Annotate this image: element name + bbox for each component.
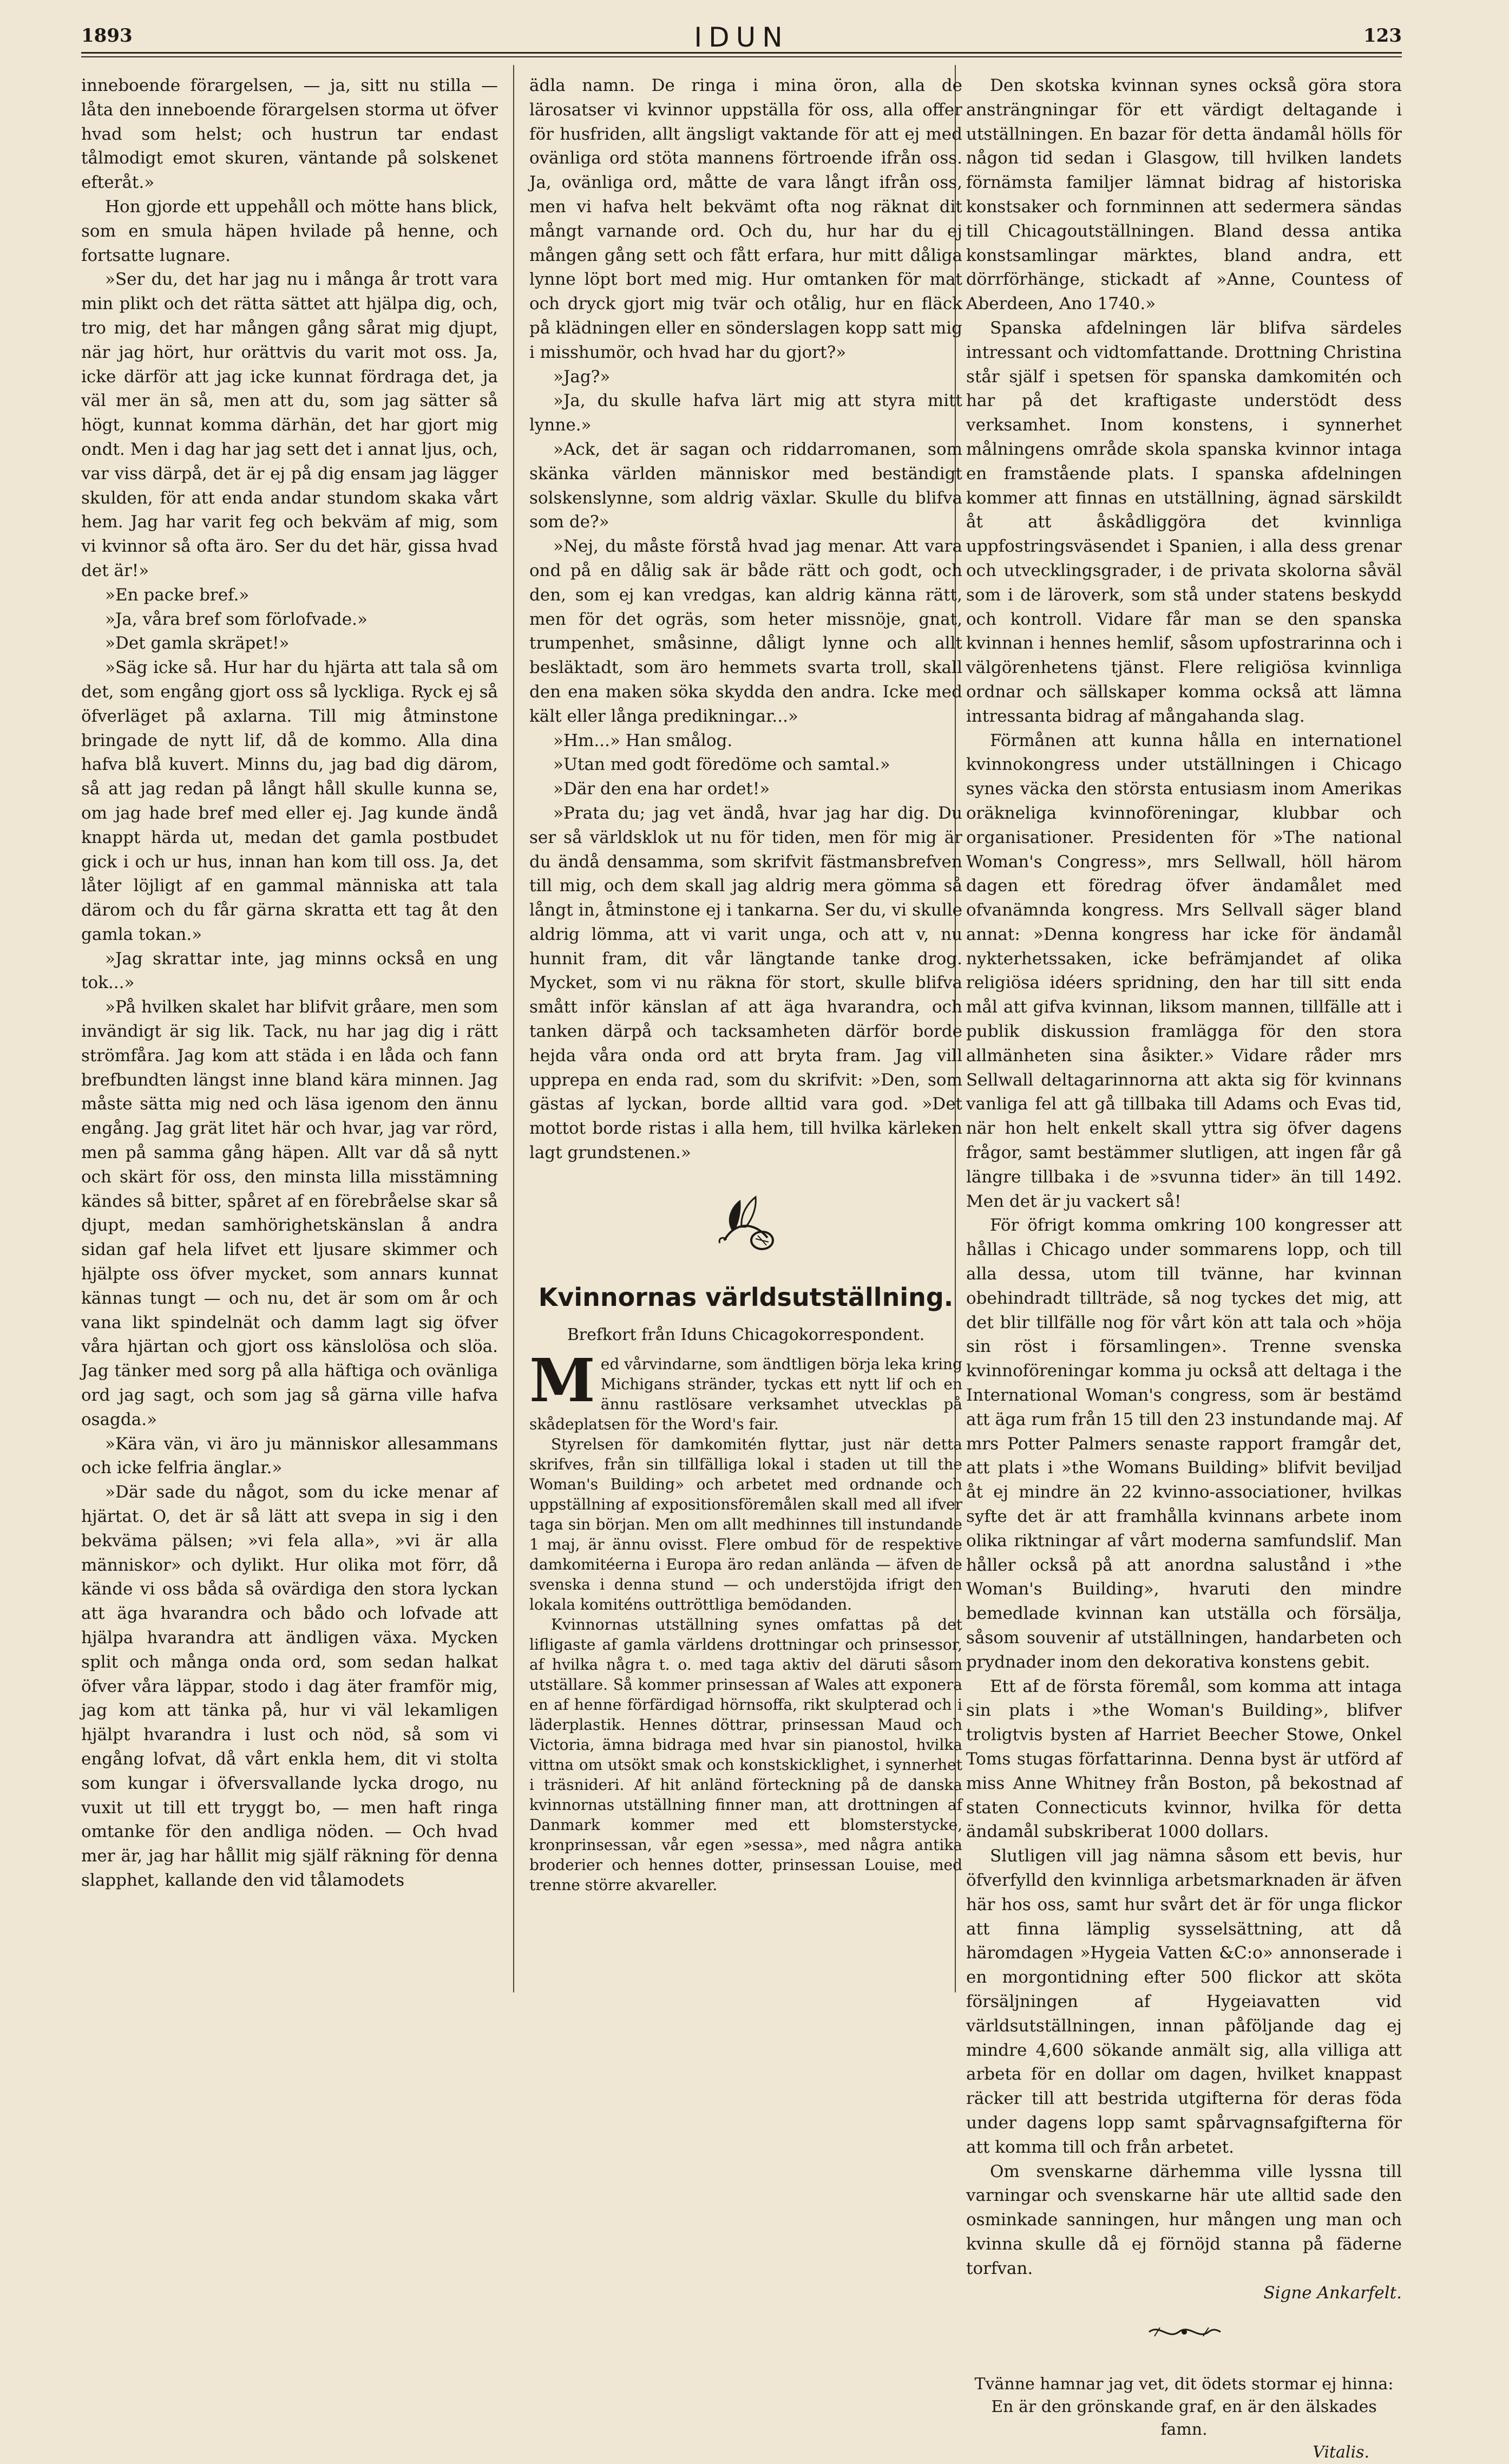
header-rule-thin <box>81 56 1402 57</box>
paragraph: inneboende förargelsen, — ja, sitt nu stilla — låta den inneboende förargelsen storma ut öfver hvad som helst; och hustrun tar endast tålmodigt emot skuren, väntande på solskenet efteråt.» <box>81 76 498 193</box>
paragraph: »Där den ena har ordet!» <box>553 779 770 799</box>
paragraph: »Kära vän, vi äro ju människor allesammans och icke felfria änglar.» <box>81 1434 498 1478</box>
decorative-separator-icon <box>1144 2321 1225 2343</box>
paragraph: ädla namn. De ringa i mina öron, alla de lärosatser vi kvinnor uppställa för oss, alla offer för husfriden, allt ängsligt vaktande för att ej med ovänliga ord stöta mannens förtroende ifrån oss. Ja, ovänliga ord, måtte de vara långt ifrån oss, men vi hafva helt bekvämt ofta nog räknat dit mångt varnande ord. Och du, hur har du ej mången gång sett och fått erfara, hur mitt dåliga lynne löpt bort med mig. Hur omtanken för mat och dryck gjort mig tvär och otålig, hur en fläck på klädningen eller en sönderslagen kopp satt mig i misshumör, och hvad har du gjort?» <box>529 76 962 362</box>
paragraph: »På hvilken skalet har blifvit gråare, men som invändigt är sig lik. Tack, nu har jag dig i rätt strömfåra. Jag kom att städa i en låda och fann brefbundten längst inne bland kära minnen. Jag måste sätta mig ned och läsa igenom den ännu engång. Jag grät litet här och hvar, jag var rörd, men på samma gång häpen. Allt var då så nytt och skärt för oss, den minsta lilla misstämning kändes så bitter, spåret af en förebråelse skar så djupt, medan samhörighetskänslan å andra sidan gaf hela lifvet ett ljusare skimmer och hjälpte oss öfver mycket, som annars kunnat kännas tungt — och nu, det är som om år och vana likt spindelnät och damm lagt sig öfver våra hjärtan och gjort oss känslolösa och slöa. Jag tänker med sorg på alla häftiga och ovänliga ord jag sagt, och som jag så gärna ville hafva osagda.» <box>81 997 498 1429</box>
paragraph: Styrelsen för damkomitén flyttar, just när detta skrifves, från sin tillfälliga lokal i staden ut till the Woman's Building» och arbetet med ordnande och uppställning af expositionsföremålen skall med all ifver taga sin början. Men om allt medhinnes till instundande 1 maj, är ännu ovisst. Flere ombud för de respektive damkomitéerna i Europa äro redan anlända — äfven de svenska i denna stund — och understöjda ifrigt den lokala komiténs outtröttliga bemödanden. <box>529 1435 962 1613</box>
author-signature: Signe Ankarfelt. <box>1263 2283 1402 2303</box>
issue-year: 1893 <box>81 25 133 47</box>
paragraph: Hon gjorde ett uppehåll och mötte hans blick, som en smula häpen hvilade på henne, och fortsatte lugnare. <box>81 197 498 265</box>
paragraph: »Ja, du skulle hafva lärt mig att styra mitt lynne.» <box>529 391 962 435</box>
poem-author: Vitalis. <box>1313 2443 1369 2462</box>
poem <box>966 2373 1402 2464</box>
poem-line: En är den grönskande graf, en är den älskades famn. <box>991 2397 1377 2440</box>
paragraph: Kvinnornas utställning synes omfattas på det lifligaste af gamla världens drottningar och prinsessor, af hvilka några t. o. med taga aktiv del däruti såsom utställare. Så kommer prinsessan af Wales att exponera en af henne förfärdigad hörnsoffa, rikt skulpterad och i läderplastik. Hennes döttrar, prinsessan Maud och Victoria, ämna bidraga med hvar sin pianostol, hvilka vittna om utsökt smak och konstskicklighet, i synnerhet i träsnideri. Af hit anländ förteckning på de danska kvinnornas utställning finner man, att drottningen af Danmark kommer med ett blomsterstycke, kronprinsessan, vår egen »sessa», med några antika broderier och hennes dotter, prinsessan Louise, med trenne större akvareller. <box>529 1615 962 1894</box>
paragraph: Ett af de första föremål, som komma att intaga sin plats i »the Woman's Building», blifver troligtvis bysten af Harriet Beecher Stowe, Onkel Toms stugas författarinna. Denna byst är utförd af miss Anne Whitney från Boston, på bekostnad af staten Connecticuts kvinnor, hvilka för detta ändamål subskriberat 1000 dollars. <box>966 1676 1402 1842</box>
page-number: 123 <box>1363 25 1402 47</box>
paragraph: »Jag skrattar inte, jag minns också en ung tok...» <box>81 949 498 993</box>
paragraph: »Utan med godt föredöme och samtal.» <box>553 755 890 775</box>
paragraph: »Det gamla skräpet!» <box>105 633 290 653</box>
paragraph: »Säg icke så. Hur har du hjärta att tala så om det, som engång gjort oss så lyckliga. Ryck ej så öfverläget på axlarna. Till mig åtminstone bringade de nytt lif, då de kommo. Alla dina hafva blå kuvert. Minns du, jag bad dig därom, så att jag redan på långt håll skulle kunna se, om jag hade bref med eller ej. Jag kunde ändå knappt härda ut, medan det gamla postbudet gick i och ur hus, innan han kom till oss. Ja, det låter löjligt af en gammal människa att tala därom och du får gärna skratta ett tag åt den gamla tokan.» <box>81 658 498 944</box>
paragraph: Spanska afdelningen lär blifva särdeles intressant och vidtomfattande. Drottning Christina står själf i spetsen för spanska damkomitén och har på det kraftigaste understödt dess verksamhet. Inom konstens, i synnerhet målningens område skola spanska kvinnor intaga en framstående plats. I spanska afdelningen kommer att finnas en utställning, ägnad särskildt åt att åskådliggöra det kvinnliga uppfostringsväsendet i Spanien, i alla dess grenar och utvecklingsgrader, i de privata skolorna såväl som i de läroverk, som stå under statens beskydd och kontroll. Vidare får man se den spanska kvinnan i hennes hemlif, såsom upfostrarinna och i välgörenhetens tjänst. Flere religiösa kvinnliga ordnar och sällskaper komma också att lämna intressanta bidrag af mångahanda slag. <box>966 318 1402 726</box>
paragraph: »Ser du, det har jag nu i många år trott vara min plikt och det rätta sättet att hjälpa dig, och, tro mig, det har mången gång sårat mig djupt, när jag hört, hur orättvis du varit mot oss. Ja, icke därför att jag icke kunnat fördraga det, ja väl mer än så, men att du, som jag sätter så högt, kunnat komma därhän, det har gjort mig ondt. Men i dag har jag sett det i annat ljus, och, var viss därpå, det är ej på dig ensam jag lägger skulden, för att enda andar stundom skaka vårt hem. Jag har varit feg och bekväm af mig, som vi kvinnor så ofta äro. Ser du det här, gissa hvad det är!» <box>81 270 498 580</box>
paragraph: För öfrigt komma omkring 100 kongresser att hållas i Chicago under sommarens lopp, och till alla dessa, utom till tvänne, har kvinnan obehindradt tillträde, så nog tyckes det mig, att det blir tillfälle nog för vårt kön att tala och »höja sin röst i församlingen». Trenne svenska kvinnoföreningar komma ju också att deltaga i the International Woman's congress, som är bestämd att äga rum från 15 till den 23 instundande maj. Af mrs Potter Palmers senaste rapport framgår det, att plats i »the Womans Building» blifvit beviljad åt ej mindre än 22 kvinno-associationer, hvilkas syfte det är att framhålla kvinnans arbete inom olika riktningar af vårt moderna samfundslif. Man håller också på att anordna salustånd i »the Woman's Building», hvaruti den mindre bemedlade kvinnan kan utställa och försälja, såsom souvenir af utställningen, handarbeten och prydnader inom den dekorativa konstens gebit. <box>966 1215 1402 1672</box>
paragraph: Slutligen vill jag nämna såsom ett bevis, hur öfverfylld den kvinnliga arbetsmarknaden är äfven här hos oss, samt hur svårt det är för unga flickor att finna lämplig sysselsättning, att då häromdagen »Hygeia Vatten &C:o» annonserade i en morgontidning efter 500 flickor att sköta försäljningen af Hygeiavatten vid världsutställningen, innan påföljande dag ej mindre 4,600 sökande anmält sig, alla villiga att arbeta för en dollar om dagen, hvilket knappast räcker till att bestrida utgifterna för deras föda under dagens lopp samt spårvagnsafgifterna för att komma till och från arbetet. <box>966 1846 1402 2157</box>
paragraph: »Där sade du något, som du icke menar af hjärtat. O, det är så lätt att svepa in sig i den bekväma pälsen; »vi fela alla», »vi är alla människor» och dylikt. Hur olika mot förr, då kände vi oss båda så ovärdiga den stora lyckan att äga hvarandra och bådo och lofvade att hjälpa hvarandra att ändligen växa. Mycken split och många onda ord, som sedan halkat öfver våra läppar, stodo i dag äter framför mig, jag kom att tänka på, hur vi väl lekamligen hjälpt hvarandra i lust och nöd, så som vi engång lofvat, då vårt enkla hem, dit vi stolta som kungar i öfversvallande lycka drogo, nu vuxit ut till ett tryggt bo, — men haft ringa omtanke för den andliga nöden. — Och hvad mer är, jag har hållit mig själf räkning för denna slapphet, kallande den vid tålamodets <box>81 1482 498 1890</box>
paragraph: »Jag?» <box>553 367 611 387</box>
header-rule <box>81 52 1402 54</box>
paragraph: »Prata du; jag vet ändå, hvar jag har dig. Du ser så världsklok ut nu för tiden, men för mig är du ändå densamma, som skrifvit fästmansbrefven till mig, och dem skall jag aldrig mera gömma så långt in, åtminstone ej i tankarna. Ser du, vi skulle aldrig lömma, att vi varit unga, och att v, nu hunnit fram, dit vår längtande tanke drog. Mycket, som vi nu räkna för stort, skulle blifva smått inför känslan af att äga hvarandra, och tanken därpå och tacksamheten därför borde hejda våra onda ord att bryta fram. Jag vill upprepa en enda rad, som du skrifvit: »Den, som gästas af lyckan, borde alltid vara god. »Det mottot borde ristas i alla hem, till hvilka kärleken lagt grundstenen.» <box>529 803 962 1163</box>
poem-line: Tvänne hamnar jag vet, dit ödets stormar ej hinna: <box>974 2375 1394 2394</box>
paragraph: »Hm...» Han smålog. <box>553 730 733 750</box>
paragraph: »Ja, våra bref som förlofvade.» <box>105 609 368 629</box>
article-lead-paragraph: Med vårvindarne, som ändtligen börja leka kring Michigans stränder, tyckas ett nytt lif och en ännu rastlösare verksamhet utvecklas på skådeplatsen för the Word's fair. <box>529 1345 962 1433</box>
article-subtitle: Brefkort från Iduns Chicagokorrespondent. <box>567 1325 925 1344</box>
column-middle <box>529 74 962 1895</box>
paragraph: »En packe bref.» <box>105 585 250 605</box>
paragraph: Förmånen att kunna hålla en internationel kvinnokongress under utställningen i Chicago synes väcka den största entusiasm inom Amerikas oräkneliga kvinnoföreningar, klubbar och organisationer. Presidenten för »The national Woman's Congress», mrs Sellwall, höll härom dagen ett föredrag öfver ändamålet med ofvanämnda kongress. Mrs Sellvall säger bland annat: »Denna kongress har icke för ändamål nykterhetssaken, icke befrämjandet af olika religiösa idéers spridning, den har till sitt enda mål att gifva kvinnan, liksom mannen, tillfälle att i publik diskussion framlägga för den stora allmänheten sina åsikter.» Vidare råder mrs Sellwall deltagarinnorna att akta sig för kvinnans vanliga fel att gå tillbaka till Adams och Evas tid, när hon helt enkelt skall yttra sig öfver dagens frågor, samt bestämmer slutligen, att ingen får gå längre tillbaka i de »svunna tider» än till 1492. Men det är ju vackert så! <box>966 730 1402 1211</box>
paragraph: »Ack, det är sagan och riddarromanen, som skänka världen människor med beständigt solskenslynne, som aldrig växlar. Skulle du blifva som de?» <box>529 439 962 532</box>
column-divider <box>513 65 514 1992</box>
page-header <box>81 22 1402 53</box>
dropcap-letter: M <box>529 1345 595 1415</box>
column-left <box>81 74 498 1893</box>
masthead-title: IDUN <box>694 22 789 53</box>
paragraph: Den skotska kvinnan synes också göra stora ansträngningar för ett värdigt deltagande i utställningen. En bazar för detta ändamål hölls för någon tid sedan i Glasgow, till hvilken landets förnämsta familjer lämnat bidrag af historiska konstsaker och fornminnen att sedermera sändas till Chicagoutställningen. Bland dessa antika konstsamlingar märktes, bland andra, ett dörrförhänge, stickadt af »Anne, Countess of Aberdeen, Ano 1740.» <box>966 76 1402 314</box>
floral-ornament-icon <box>708 1189 784 1254</box>
column-right <box>966 74 1402 2464</box>
paragraph: Om svenskarne därhemma ville lyssna till varningar och svenskarne här ute alltid sade den osminkade sanningen, hur mången ung man och kvinna skulle då ej förnöjd stanna på fäderne torfvan. <box>966 2161 1402 2278</box>
article-body <box>529 1345 962 1895</box>
paragraph: »Nej, du måste förstå hvad jag menar. Att vara ond på en dålig sak är både rätt och godt, och den, som ej kan vredgas, kan aldrig känna rätt, men för det ogräs, som heter missnöje, gnat, trumpenhet, småsinne, dåligt lynne och allt besläktadt, som äro hemmets svarta troll, skall den ena maken söka skydda den andra. Icke med kält eller långa predikningar...» <box>529 537 962 726</box>
article-title: Kvinnornas världsutställning. <box>538 1282 954 1312</box>
